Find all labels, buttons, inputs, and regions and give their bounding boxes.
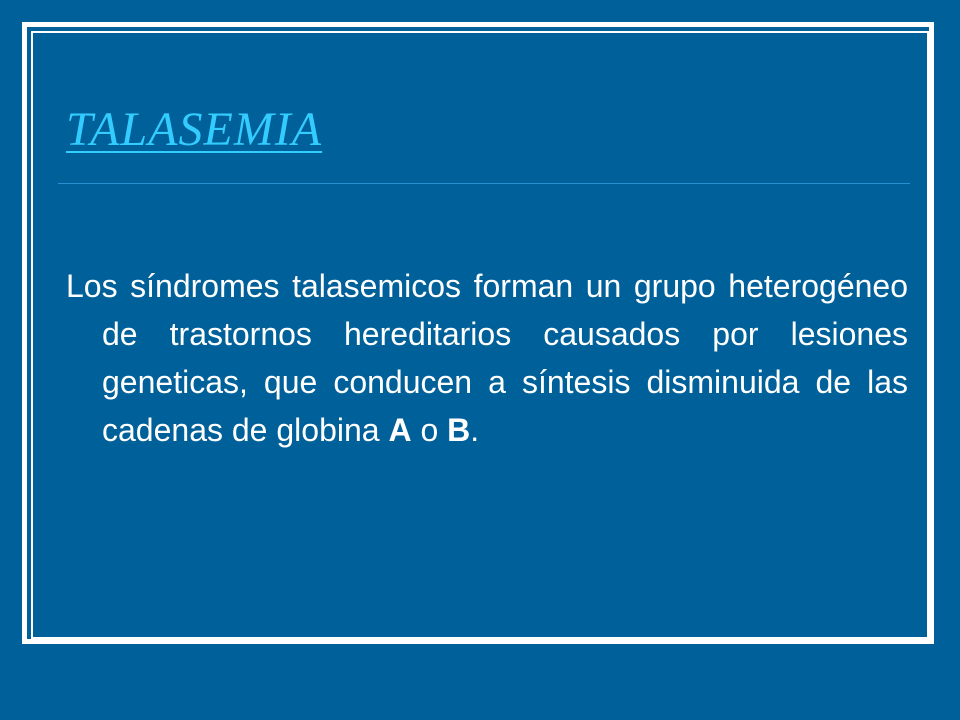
title-divider [58, 183, 910, 184]
body-bold-b: B [447, 412, 471, 448]
slide-body-text [66, 262, 908, 454]
body-text-part-1: Los síndromes talasemicos forman un grupo heterogéneo de trastornos hereditarios causados por lesiones geneticas, que conducen a síntesis disminuida de las cadenas de globina [66, 268, 908, 448]
body-text-part-2: o [411, 412, 448, 448]
slide-title: TALASEMIA [66, 103, 323, 156]
body-text-part-3: . [470, 412, 480, 448]
body-bold-a: A [388, 412, 412, 448]
